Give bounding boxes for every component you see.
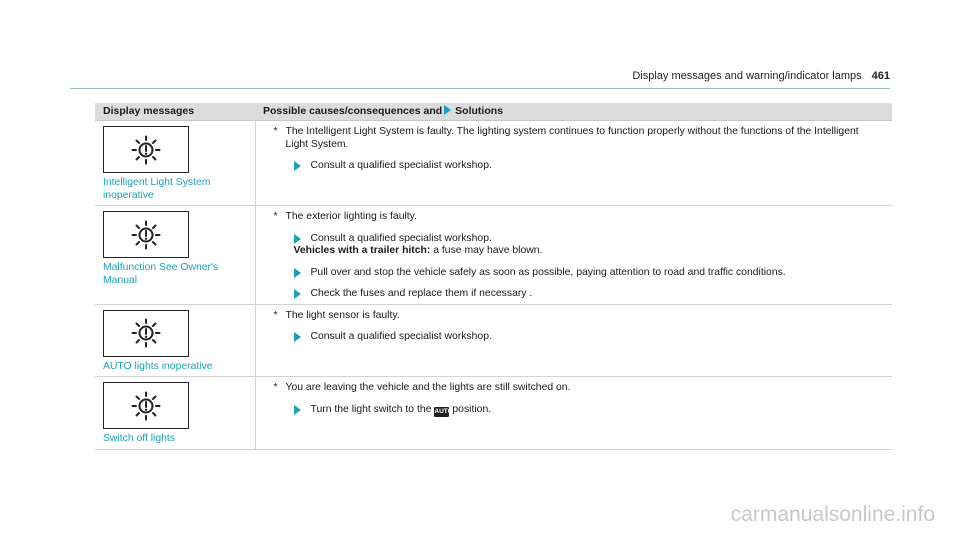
cause-text: The exterior lighting is faulty. bbox=[285, 211, 417, 222]
header-text bbox=[632, 70, 890, 82]
cause-text: The Intelligent Light System is faulty. The lighting system continues to function properly without the functions of the Intelligent Light System. bbox=[285, 126, 859, 150]
page-number: 461 bbox=[871, 70, 890, 82]
cause-marker: * bbox=[273, 211, 278, 222]
cause-marker: * bbox=[273, 309, 278, 321]
table-header-row bbox=[95, 103, 892, 121]
message-cell bbox=[95, 304, 255, 377]
arrow-right-icon bbox=[294, 268, 301, 278]
action-item bbox=[274, 267, 883, 280]
action-text: Consult a qualified specialist workshop. bbox=[310, 331, 492, 342]
message-label: Intelligent Light System inoperative bbox=[103, 177, 211, 201]
vehicle-label: Vehicles with a trailer hitch: bbox=[293, 245, 431, 256]
auto-light-icon: AUTO bbox=[434, 407, 453, 415]
action-text bbox=[311, 404, 492, 417]
solutions-heading-text: Possible causes/consequences and bbox=[263, 105, 443, 118]
column-header-solutions bbox=[255, 103, 892, 121]
vehicle-note bbox=[274, 245, 883, 258]
message-cell bbox=[95, 377, 255, 450]
action-item bbox=[274, 233, 883, 246]
light-system-warning-icon bbox=[103, 211, 189, 258]
arrow-right-icon bbox=[294, 405, 301, 415]
arrow-right-icon bbox=[294, 332, 301, 342]
action-item bbox=[274, 160, 883, 173]
action-item bbox=[274, 288, 883, 301]
vehicle-text: a fuse may have blown. bbox=[433, 245, 543, 256]
action-item bbox=[274, 331, 883, 344]
arrow-right-icon bbox=[294, 161, 301, 171]
action-suffix: position. bbox=[452, 403, 492, 415]
table-row bbox=[95, 377, 892, 450]
action-item bbox=[274, 404, 883, 417]
action-text: Consult a qualified specialist workshop. bbox=[310, 232, 492, 244]
message-label: AUTO lights inoperative bbox=[103, 360, 213, 372]
solution-cell bbox=[255, 377, 892, 450]
arrow-right-icon bbox=[294, 234, 301, 244]
action-text: Check the fuses and replace them if necessary . bbox=[310, 288, 533, 299]
cause-text: You are leaving the vehicle and the lights are still switched on. bbox=[285, 382, 571, 393]
cause-line bbox=[274, 310, 883, 323]
message-label: Malfunction See Owner's Manual bbox=[103, 262, 219, 286]
solutions-heading-suffix: Solutions bbox=[455, 105, 504, 118]
header-title: Display messages and warning/indicator lamps bbox=[632, 70, 862, 82]
light-system-warning-icon bbox=[103, 126, 189, 173]
column-header-messages: Display messages bbox=[95, 103, 255, 121]
page-header bbox=[70, 66, 890, 89]
action-text: Pull over and stop the vehicle safely as soon as possible, paying attention to road and traffic conditions. bbox=[310, 266, 786, 278]
light-system-warning-icon bbox=[103, 310, 189, 357]
solution-cell bbox=[255, 121, 892, 206]
message-cell bbox=[95, 206, 255, 305]
cause-marker: * bbox=[273, 382, 278, 393]
cause-line bbox=[274, 211, 883, 224]
action-prefix: Turn the light switch to the bbox=[310, 403, 432, 415]
solution-cell bbox=[255, 206, 892, 305]
cause-line bbox=[274, 382, 883, 395]
cause-line bbox=[274, 126, 883, 151]
cause-text: The light sensor is faulty. bbox=[285, 309, 400, 321]
table-row bbox=[95, 304, 892, 377]
message-label: Switch off lights bbox=[103, 433, 175, 444]
watermark: carmanualsonline.info bbox=[730, 503, 935, 526]
arrow-right-icon bbox=[444, 105, 451, 115]
light-system-warning-icon bbox=[103, 382, 189, 429]
action-text: Consult a qualified specialist workshop. bbox=[310, 160, 492, 171]
message-cell bbox=[95, 121, 255, 206]
solution-cell bbox=[255, 304, 892, 377]
arrow-right-icon bbox=[294, 289, 301, 299]
table-row bbox=[95, 121, 892, 206]
display-messages-table bbox=[95, 103, 892, 450]
cause-marker: * bbox=[273, 126, 278, 137]
table-row bbox=[95, 206, 892, 305]
